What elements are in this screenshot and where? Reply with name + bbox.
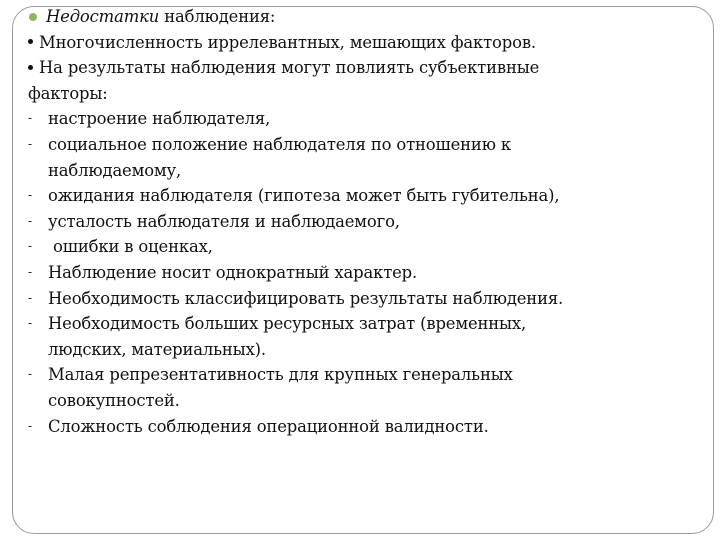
bullet-dot-icon bbox=[28, 39, 33, 44]
bullet-dot-icon bbox=[28, 65, 33, 70]
bullet-text: На результаты наблюдения могут повлиять субъективные bbox=[39, 58, 540, 78]
dash-item-line: Необходимость классифицировать результаты наблюдения. bbox=[48, 288, 564, 308]
title-italic-word: Недостатки bbox=[46, 7, 160, 26]
dash-item-line: усталость наблюдателя и наблюдаемого, bbox=[48, 211, 400, 231]
dash-item-text bbox=[48, 106, 270, 132]
dash-item-line: социальное положение наблюдателя по отношению к bbox=[48, 134, 511, 154]
bullet-icon bbox=[29, 13, 37, 21]
dash-list-item bbox=[28, 132, 668, 183]
dash-list-item bbox=[28, 183, 668, 209]
bullet-item bbox=[28, 30, 668, 56]
dash-item-text bbox=[48, 234, 213, 260]
dash-marker: - bbox=[28, 188, 32, 203]
dash-item-line: людских, материальных). bbox=[48, 339, 266, 359]
dash-item-text bbox=[48, 132, 511, 183]
dash-list-item bbox=[28, 234, 668, 260]
dash-item-line: ошибки в оценках, bbox=[48, 237, 213, 257]
dash-item-line: наблюдаемому, bbox=[48, 160, 182, 180]
dash-item-line: ожидания наблюдателя (гипотеза может быть губительна), bbox=[48, 186, 560, 206]
dash-list bbox=[28, 106, 668, 439]
dash-list-item bbox=[28, 106, 668, 132]
dash-marker: - bbox=[28, 239, 32, 254]
dash-item-line: Необходимость больших ресурсных затрат (временных, bbox=[48, 314, 527, 334]
dash-item-line: настроение наблюдателя, bbox=[48, 109, 271, 129]
bullet-text: Многочисленность иррелевантных, мешающих факторов. bbox=[39, 32, 536, 52]
dash-marker: - bbox=[28, 136, 32, 151]
dash-item-text bbox=[48, 311, 526, 362]
dash-item-text bbox=[48, 209, 400, 235]
dash-marker: - bbox=[28, 290, 32, 305]
dash-list-item bbox=[28, 209, 668, 235]
slide-title bbox=[28, 4, 668, 30]
dash-marker: - bbox=[28, 264, 32, 279]
dash-item-line: Наблюдение носит однократный характер. bbox=[48, 262, 418, 282]
dash-list-item bbox=[28, 362, 668, 413]
dash-marker: - bbox=[28, 111, 32, 126]
dash-list-item bbox=[28, 260, 668, 286]
dash-marker: - bbox=[28, 367, 32, 382]
dash-item-text bbox=[48, 260, 417, 286]
bullet-item bbox=[28, 55, 668, 81]
bullet-continuation: факторы: bbox=[28, 83, 108, 103]
dash-item-line: Малая репрезентативность для крупных генеральных bbox=[48, 365, 513, 385]
dash-item-line: совокупностей. bbox=[48, 390, 180, 410]
dash-item-text bbox=[48, 362, 513, 413]
dash-list-item bbox=[28, 286, 668, 312]
title-rest: наблюдения: bbox=[159, 7, 276, 26]
dash-marker: - bbox=[28, 418, 32, 433]
dash-item-line: Сложность соблюдения операционной валидности. bbox=[48, 416, 489, 436]
dash-item-text bbox=[48, 286, 563, 312]
dash-item-text bbox=[48, 414, 489, 440]
dash-marker: - bbox=[28, 316, 32, 331]
slide-content bbox=[28, 4, 668, 439]
dash-list-item bbox=[28, 311, 668, 362]
dash-list-item bbox=[28, 414, 668, 440]
dash-item-text bbox=[48, 183, 559, 209]
dash-marker: - bbox=[28, 213, 32, 228]
